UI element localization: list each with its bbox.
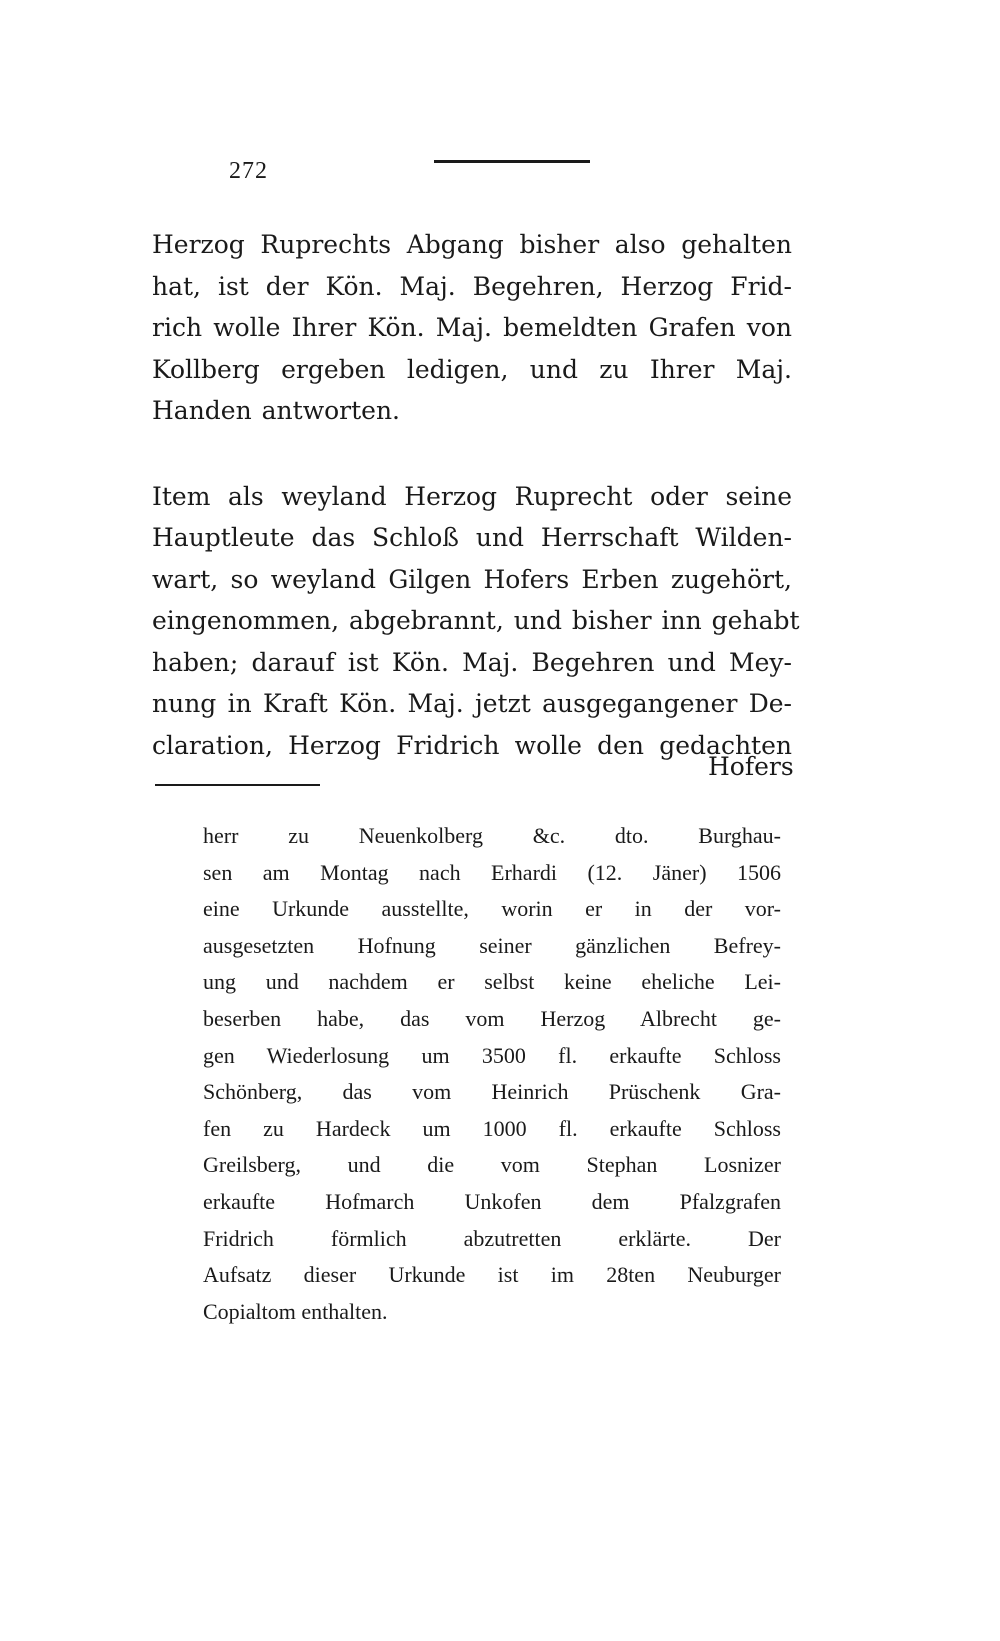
footnote <box>203 818 781 1330</box>
footnote-line: Fridrich förmlich abzutretten erklärte. Der <box>203 1225 781 1251</box>
footnote-line: ausgesetzten Hofnung seiner gänzlichen Befrey- <box>203 932 781 958</box>
footnote-line: Schönberg, das vom Heinrich Prüschenk Gra- <box>203 1079 781 1105</box>
footnote-line: Greilsberg, und die vom Stephan Losnizer <box>203 1152 781 1178</box>
footnote-line: herr zu Neuenkolberg &c. dto. Burghau- <box>203 823 781 848</box>
footnote-line: fen zu Hardeck um 1000 fl. erkaufte Schloss <box>203 1115 781 1141</box>
footnote-line: Copialtom enthalten. <box>203 1298 388 1324</box>
catchword: Hofers <box>708 752 794 781</box>
text-line: haben; darauf ist Kön. Maj. Begehren und Mey- <box>152 647 792 677</box>
paragraph-2 <box>152 476 800 767</box>
text-line: Herzog Ruprechts Abgang bisher also gehalten <box>152 230 792 259</box>
text-line: rich wolle Ihrer Kön. Maj. bemeldten Grafen von <box>152 313 792 342</box>
footnote-line: gen Wiederlosung um 3500 fl. erkaufte Schloss <box>203 1042 781 1068</box>
footnote-line: erkaufte Hofmarch Unkofen dem Pfalzgrafen <box>203 1188 781 1214</box>
footnote-line: sen am Montag nach Erhardi (12. Jäner) 1506 <box>203 859 781 885</box>
page-number: 272 <box>229 158 268 184</box>
text-line: Handen antworten. <box>152 396 400 425</box>
text-line: hat, ist der Kön. Maj. Begehren, Herzog Frid- <box>152 271 792 301</box>
text-line: Hauptleute das Schloß und Herrschaft Wilden- <box>152 523 792 552</box>
paragraph-1 <box>152 224 792 432</box>
text-line: claration, Herzog Fridrich wolle den gedachten <box>152 730 792 760</box>
header-rule <box>434 160 590 163</box>
footnote-line: Aufsatz dieser Urkunde ist im 28ten Neuburger <box>203 1262 781 1288</box>
footnote-line: eine Urkunde ausstellte, worin er in der vor- <box>203 896 781 922</box>
footnote-line: ung und nachdem er selbst keine eheliche Lei- <box>203 969 781 995</box>
main-text <box>152 224 800 766</box>
text-line: Item als weyland Herzog Ruprecht oder seine <box>152 481 792 511</box>
text-line: nung in Kraft Kön. Maj. jetzt ausgegangener De- <box>152 689 792 718</box>
text-line: wart, so weyland Gilgen Hofers Erben zugehört, <box>152 564 792 594</box>
footnote-rule <box>155 784 320 786</box>
text-line: Kollberg ergeben ledigen, und zu Ihrer Maj. <box>152 354 792 384</box>
text-line: eingenommen, abgebrannt, und bisher inn gehabt <box>152 606 800 635</box>
footnote-line: beserben habe, das vom Herzog Albrecht ge- <box>203 1005 781 1031</box>
